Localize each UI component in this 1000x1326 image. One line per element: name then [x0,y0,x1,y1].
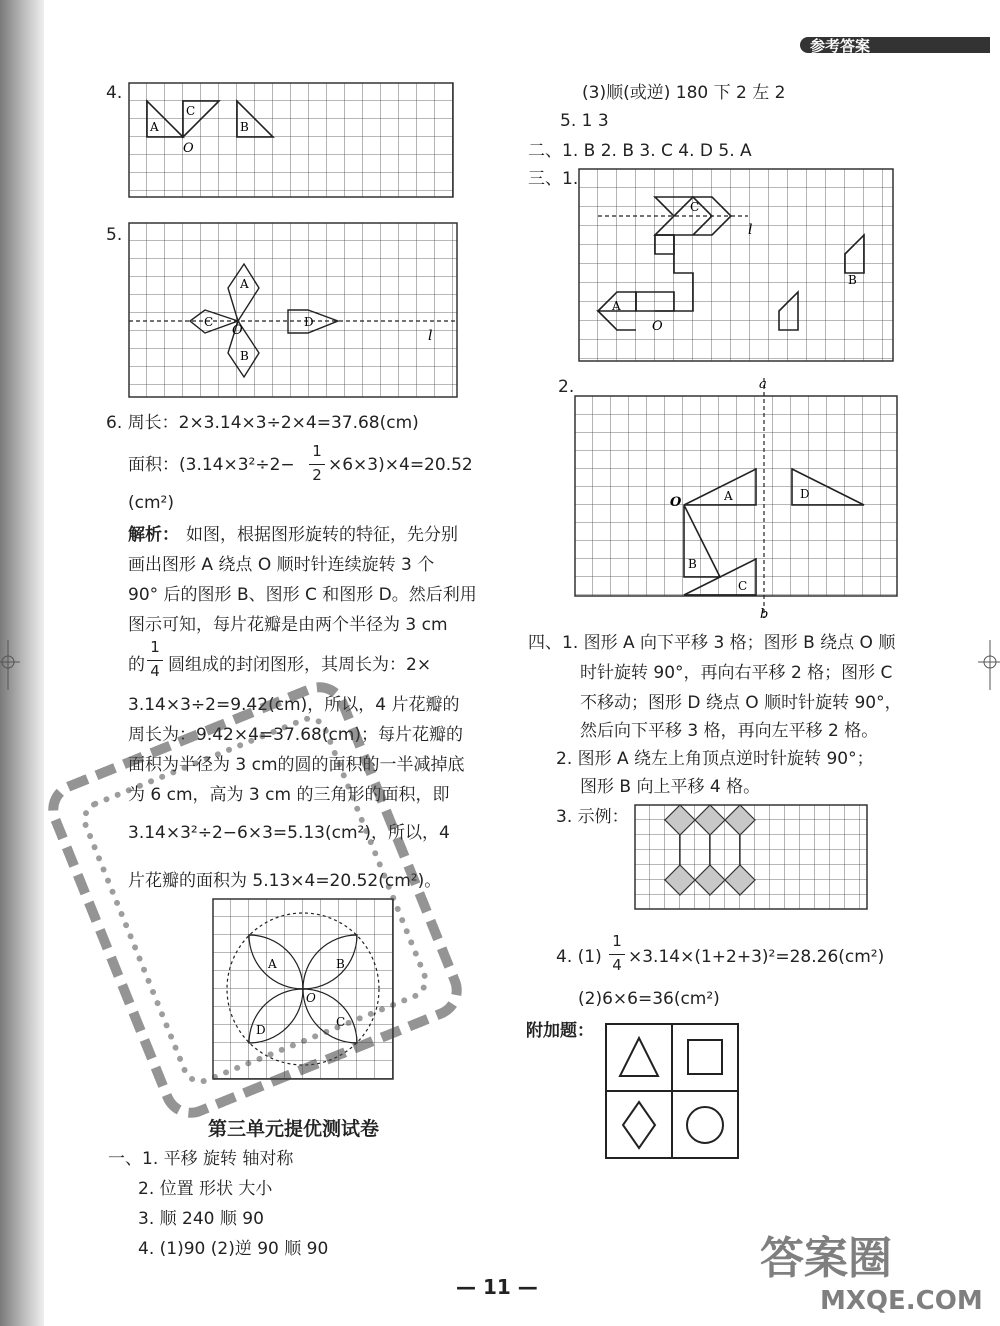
analysis-line-4: 图示可知，每片花瓣是由两个半径为 3 cm [128,615,448,635]
r1-text-b: B [848,273,857,287]
analysis-line-11: 片花瓣的面积为 5.13×4=20.52(cm²)。 [128,871,442,891]
r-q2-label: 2. [558,377,575,397]
analysis-frac-bar [147,660,163,661]
r2-text-b: b [760,607,769,622]
watermark-logo: 答案圈 [760,1233,892,1284]
q44-frac-den: 4 [612,956,622,974]
analysis-line-5-pre: 的 [128,655,145,675]
q5-text-o: O [232,323,243,338]
q4-grid-figure [128,82,458,202]
bonus-figure [604,1022,740,1160]
s4-line-2: 时针旋转 90°，再向右平移 2 格；图形 C [580,663,893,683]
q4-text-c: C [186,104,196,118]
circle-icon [687,1107,723,1143]
crop-mark-left [0,640,20,690]
analysis-frac-den: 4 [150,662,160,680]
s4-line-4: 然后向下平移 3 格，再向左平移 2 格。 [580,721,879,741]
analysis-line-5-post: 圆组成的封闭图形，其周长为：2× [168,655,432,675]
diamond-icon [623,1102,655,1148]
r1-text-c: C [690,200,700,214]
page-number: — 11 — [456,1275,538,1299]
q44-b: (2)6×6=36(cm²) [578,989,720,1009]
analysis-line-2: 画出图形 A 绕点 O 顺时针连续旋转 3 个 [128,555,435,575]
q6-perimeter: 6. 周长：2×3.14×3÷2×4=37.68(cm) [106,413,419,433]
q6-frac-num: 1 [312,442,322,460]
r-q3-1-label: 三、1. [528,169,579,189]
r-grid-1-figure [578,168,896,364]
q6-frac-bar [309,464,325,465]
r-line-1: (3)顺(或逆) 180 下 2 左 2 [582,83,786,103]
analysis-line-6: 3.14×3÷2=9.42(cm)，所以，4 片花瓣的 [128,695,460,715]
square-icon [688,1040,722,1074]
q5-label: 5. [106,225,123,245]
s1-line-3: 3. 顺 240 顺 90 [138,1209,264,1229]
r1-text-o: O [652,319,663,334]
r2-text-o: O [670,495,682,510]
r2-text-C: C [738,579,748,593]
q5-text-d: D [304,315,314,329]
q44-frac-num: 1 [612,932,622,950]
s4-line-1: 四、1. 图形 A 向下平移 3 格；图形 B 绕点 O 顺 [528,633,896,653]
q5-text-c: C [204,315,214,329]
analysis-line-9: 为 6 cm，高为 3 cm 的三角形的面积，即 [128,785,450,805]
s4-line-6: 图形 B 向上平移 4 格。 [580,777,761,797]
crop-mark-right [978,640,1000,690]
s1-line-4: 4. (1)90 (2)逆 90 顺 90 [138,1239,329,1259]
header-answer-tag [800,33,990,57]
analysis-label: 解析： [128,525,179,545]
analysis-line-3: 90° 后的图形 B、图形 C 和图形 D。然后利用 [128,585,477,605]
q6-frac-den: 2 [312,466,322,484]
q5-text-b: B [240,349,249,363]
r2-text-A: A [724,489,733,503]
q4-text-a: A [150,120,159,134]
analysis-line-7: 周长为：9.42×4=37.68(cm)；每片花瓣的 [128,725,463,745]
q6-unit: (cm²) [128,493,174,513]
s4-line-3: 不移动；图形 D 绕点 O 顺时针旋转 90°， [580,693,902,713]
r-line-3: 二、1. B 2. B 3. C 4. D 5. A [528,141,752,161]
q4-text-o: O [183,141,194,156]
flower-text-c: C [336,1015,346,1029]
q4-label: 4. [106,83,123,103]
r-line-2: 5. 1 3 [560,111,609,131]
bonus-label: 附加题： [526,1021,594,1041]
q4-text-b: B [240,120,249,134]
section-title: 第三单元提优测试卷 [208,1118,380,1140]
r1-text-a: A [612,299,621,313]
r2-text-B: B [688,557,697,571]
header-tag-label: 参考答案 [810,37,871,55]
analysis-line-10: 3.14×3²÷2−6×3=5.13(cm²)，所以，4 [128,823,450,843]
q5-grid-figure [128,222,460,400]
q6-area-prefix: 面积：(3.14×3²÷2− [128,455,295,475]
triangle-icon [620,1038,658,1076]
analysis-line-1: 如图，根据图形旋转的特征，先分别 [186,525,458,545]
q6-area-suffix: ×6×3)×4=20.52 [328,455,473,475]
s4-line-5: 2. 图形 A 绕左上角顶点逆时针旋转 90°； [556,749,874,769]
q5-text-a: A [240,277,249,291]
example-grid-figure [634,804,872,912]
analysis-line-8: 面积为半径为 3 cm的圆的面积的一半减掉底 [128,755,465,775]
flower-text-a: A [268,957,277,971]
analysis-frac-num: 1 [150,638,160,656]
s4-line-7: 3. 示例： [556,807,629,827]
q44-frac-bar [609,954,625,955]
r-grid-2-figure [574,378,902,622]
flower-text-d: D [256,1023,266,1037]
q44-pre: 4. (1) [556,947,602,967]
flower-text-o: O [306,991,316,1005]
r1-text-l: l [748,222,753,238]
s1-line-1: 一、1. 平移 旋转 轴对称 [108,1149,294,1169]
flower-text-b: B [336,957,345,971]
watermark-site: MXQE.COM [820,1286,983,1316]
s1-line-2: 2. 位置 形状 大小 [138,1179,273,1199]
q5-text-l: l [428,328,433,344]
q44-post: ×3.14×(1+2+3)²=28.26(cm²) [628,947,885,967]
r2-text-a: a [759,378,767,392]
r2-text-D: D [800,487,810,501]
